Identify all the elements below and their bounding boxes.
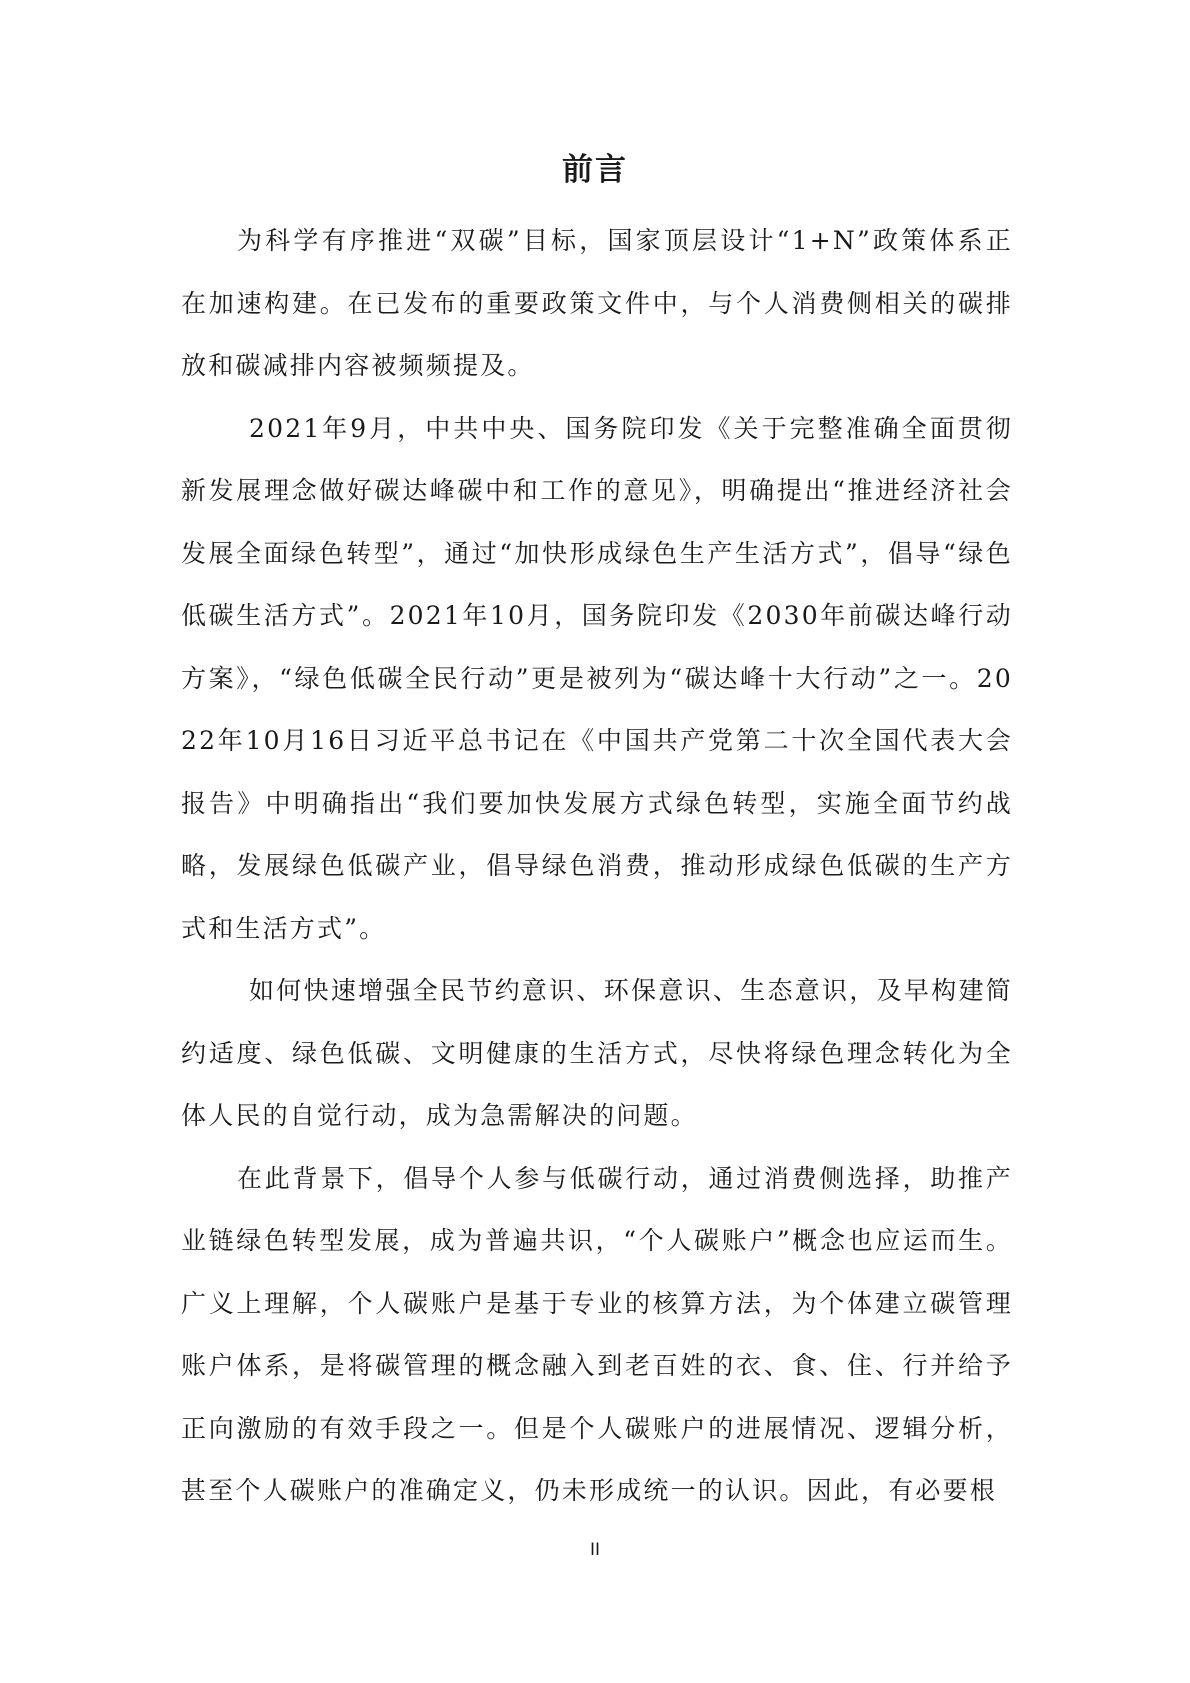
page-number: II (589, 1540, 601, 1560)
page-title: 前言 (562, 152, 628, 188)
paragraph-problem-statement: 如何快速增强全民节约意识、环保意识、生态意识，及早构建简约适度、绿色低碳、文明健康的生活方式，尽快将绿色理念转化为全体人民的自觉行动，成为急需解决的问题。 (181, 976, 1013, 1130)
paragraph-intro: 为科学有序推进“双碳”目标，国家顶层设计“1+N”政策体系正在加速构建。在已发布的重要政策文件中，与个人消费侧相关的碳排放和碳减排内容被频频提及。 (181, 226, 1013, 380)
body-text (181, 210, 1013, 1523)
paragraph-personal-carbon-account: 在此背景下，倡导个人参与低碳行动，通过消费侧选择，助推产业链绿色转型发展，成为普遍共识，“个人碳账户”概念也应运而生。广义上理解，个人碳账户是基于专业的核算方法，为个体建立碳管理账户体系，是将碳管理的概念融入到老百姓的衣、食、住、行并给予正向激励的有效手段之一。但是个人碳账户的进展情况、逻辑分析，甚至个人碳账户的准确定义，仍未形成统一的认识。因此，有必要根 (181, 1163, 1013, 1505)
paragraph-policy-background: 2021年9月，中共中央、国务院印发《关于完整准确全面贯彻新发展理念做好碳达峰碳中和工作的意见》，明确提出“推进经济社会发展全面绿色转型”，通过“加快形成绿色生产生活方式”，倡导“绿色低碳生活方式”。2021年10月，国务院印发《2030年前碳达峰行动方案》，“绿色低碳全民行动”更是被列为“碳达峰十大行动”之一。2022年10月16日习近平总书记在《中国共产党第二十次全国代表大会报告》中明确指出“我们要加快发展方式绿色转型，实施全面节约战略，发展绿色低碳产业，倡导绿色消费，推动形成绿色低碳的生产方式和生活方式”。 (181, 413, 1013, 943)
